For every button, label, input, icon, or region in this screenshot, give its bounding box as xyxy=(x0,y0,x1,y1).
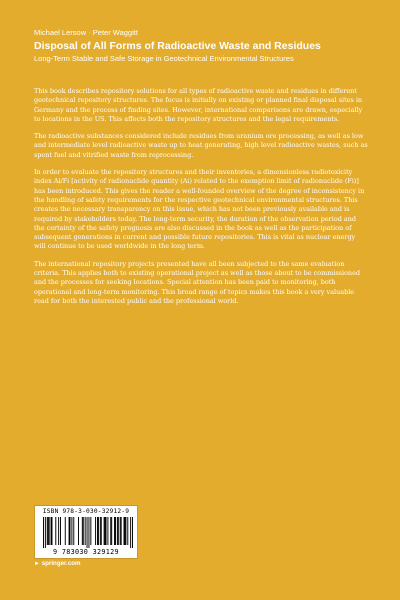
barcode-bar xyxy=(43,517,44,548)
barcode-bar xyxy=(114,517,115,545)
barcode-bar xyxy=(47,517,48,545)
barcode-bar xyxy=(49,517,50,545)
blurb-paragraph: The international repository projects presented have all been subjected to the same evaluation criteria. This applies both to existing operational project as well as those about to be commissioned and the processes for seeking locations. Special attention has been paid to monitoring, both operational and long-term monitoring. This broad range of topics makes this book a very valuable read for both the interested public and the professional world. xyxy=(34,259,361,305)
barcode-bar xyxy=(52,517,53,545)
barcode-bar xyxy=(121,517,122,545)
barcode-bar xyxy=(101,517,102,545)
blurb xyxy=(34,87,368,314)
barcode-bar xyxy=(70,517,71,545)
barcode-bar xyxy=(51,517,52,545)
barcode-bar xyxy=(111,517,112,545)
barcode-bar xyxy=(90,517,91,545)
barcode-bar xyxy=(124,517,125,545)
barcode-bar xyxy=(78,517,79,545)
barcode-bar xyxy=(87,517,88,548)
barcode-bar xyxy=(97,517,98,545)
book-subtitle: Long-Term Stable and Safe Storage in Geotechnical Environmental Structures xyxy=(34,54,294,63)
blurb-paragraph: In order to evaluate the repository structures and their inventories, a dimensionless radiotoxicity index Ai/Fi [activity of radionuclide quantity (Ai) related to the exemption limit of radionuclide (Fi)] has been introduced. This gives the reader a well-founded overview of the degree of inconsistency in the handling of safety requirements for the respective geotechnical environmental structures. This creates the necessary transparency on this issue, which has not been previously available and is required by stakeholders today. The long-term security, the duration of the observation period and the certainty of the safety prognosis are also discussed in the book as well as the participation of subsequent generations in current and possible future repositories. This is vital as nuclear energy will continue to be used worldwide in the long term. xyxy=(34,168,365,251)
cover-header xyxy=(34,28,374,64)
barcode-bar xyxy=(55,517,56,545)
barcode-bar xyxy=(83,517,84,545)
authors: Michael Lersow · Peter Waggitt xyxy=(34,28,138,37)
publisher-link[interactable] xyxy=(34,560,81,568)
barcode-bar xyxy=(110,517,111,545)
barcode-bar xyxy=(130,517,131,548)
barcode-bar xyxy=(60,517,61,545)
barcode-number: 9 783030 329129 xyxy=(53,548,119,556)
isbn-label: ISBN 978-3-030-32912-9 xyxy=(42,508,130,515)
blurb-paragraph: The radioactive substances considered include residues from uranium ore processing, as well as low and intermediate level radioactive waste up to heat generating, high level radioactive wastes, such as spent fuel and vitrified waste from reprocessing. xyxy=(34,132,368,159)
barcode-bar xyxy=(45,517,46,548)
barcode-bar xyxy=(124,517,125,545)
barcode-bars xyxy=(43,517,133,548)
barcode-bar xyxy=(98,517,99,545)
barcode-bar xyxy=(118,517,119,545)
book-title: Disposal of All Forms of Radioactive Waste and Residues xyxy=(34,40,321,52)
arrow-icon: ► xyxy=(34,561,40,567)
barcode-bar xyxy=(85,517,86,545)
barcode-bar xyxy=(106,517,107,545)
barcode-bar xyxy=(104,517,105,545)
barcode-bar xyxy=(65,517,66,545)
barcode-bar xyxy=(71,517,72,545)
barcode-bar xyxy=(127,517,128,545)
barcode-bar xyxy=(88,517,89,548)
publisher-url: springer.com xyxy=(41,560,81,567)
barcode-bar xyxy=(125,517,126,545)
barcode-bar xyxy=(82,517,83,545)
barcode-bar xyxy=(95,517,96,545)
barcode xyxy=(34,505,138,559)
barcode-bar xyxy=(107,517,108,545)
barcode-bar xyxy=(100,517,101,545)
barcode-bar xyxy=(69,517,70,545)
barcode-bar xyxy=(48,517,49,545)
blurb-paragraph: This book describes repository solutions for all types of radioactive waste and residues in different geotechnical repository structures. The focus is initially on existing or planned final disposal sites in Germany and the process of finding sites. However, international comparisons are drawn, especially to locations in the US. This affects both the repository structures and the legal requirements. xyxy=(34,87,363,123)
barcode-bar xyxy=(117,517,118,545)
barcode-bar xyxy=(105,517,106,545)
barcode-bar xyxy=(120,517,121,545)
barcode-bar xyxy=(115,517,116,545)
barcode-bar xyxy=(132,517,133,548)
barcode-bar xyxy=(58,517,59,545)
barcode-bar xyxy=(73,517,74,545)
